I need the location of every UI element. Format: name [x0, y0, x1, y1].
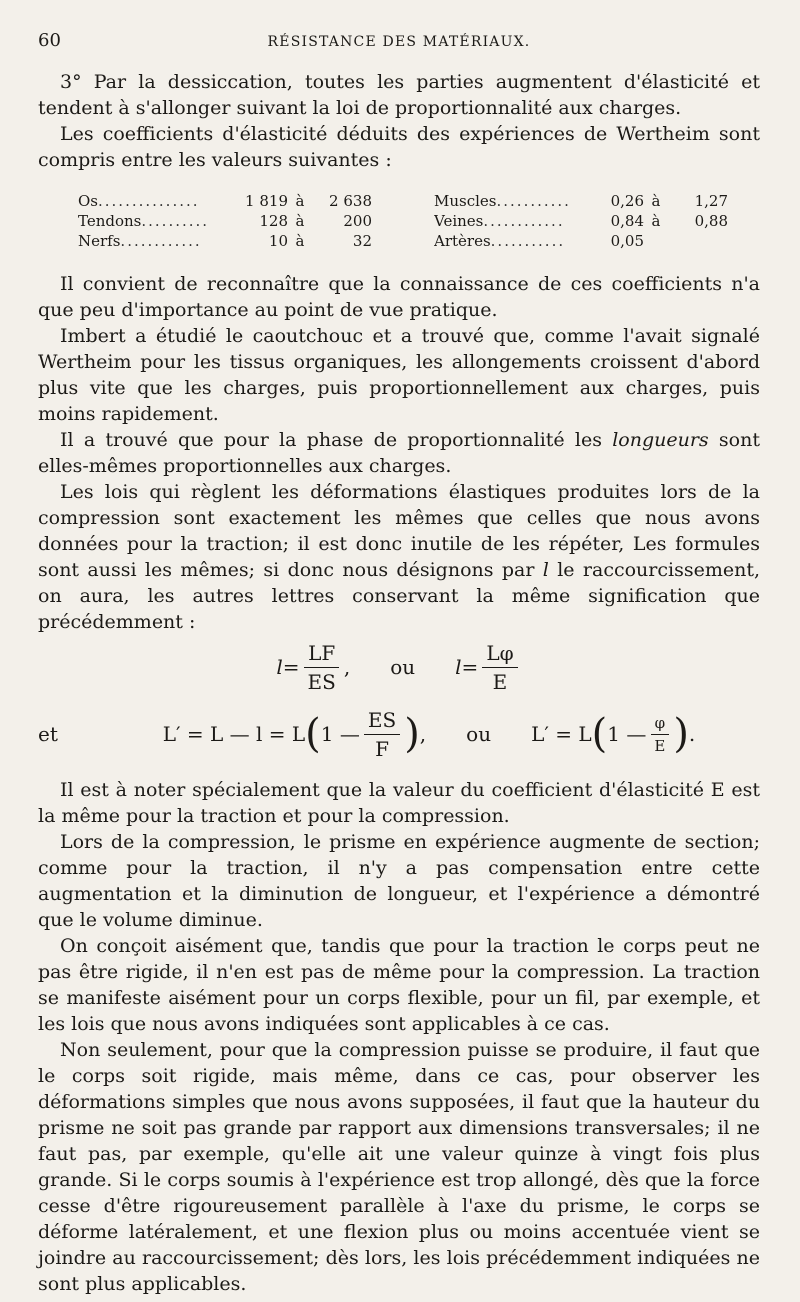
period: .: [688, 722, 696, 746]
formula-group: [98, 708, 760, 761]
fraction-phi-e: [650, 714, 669, 755]
coeff-row-nerfs: [78, 231, 404, 251]
close-paren-icon: ): [673, 711, 689, 757]
coeff-low: 0,26: [610, 192, 644, 210]
denominator: E: [654, 736, 666, 755]
coeff-high: 2 638: [329, 192, 372, 210]
running-title: RÉSISTANCE DES MATÉRIAUX.: [267, 34, 531, 50]
paragraph-rigidite: On conçoit aisément que, tandis que pour la traction le corps peut ne pas être rigide, il n'en est pas de même pour la compression. La traction se manifeste aisément pour un corps flexible, pour un fil, par exemple, et les lois que nous avons indiquées sont applicables à ce cas.: [38, 935, 760, 1035]
formula-line-2: [38, 699, 760, 769]
equals-sign: =: [461, 655, 479, 679]
fraction-lf-es: [304, 641, 340, 694]
open-paren-icon: (: [591, 711, 608, 757]
paragraph-compression-lois: Les lois qui règlent les déformations élastiques produites lors de la compression sont exactement les mêmes que celles que nous avons données pour la traction; il est donc inutile de les répéter, Les formules sont aussi les mêmes; si donc nous désignons par l le raccourcissement, on aura, les autres lettres conservant la même signification que précédemment :: [38, 481, 761, 633]
paragraph-importance: Il convient de reconnaître que la connaissance de ces coefficients n'a que peu d'importance au point de vue pratique.: [38, 273, 760, 321]
coeff-sep: à: [295, 212, 305, 230]
leader-dots: ...........: [496, 192, 571, 210]
coeff-high: 1,27: [694, 192, 728, 210]
coeff-row-os: [78, 191, 404, 211]
formula-lprime: L′ = L — l = L: [162, 722, 306, 746]
coeff-high: 200: [343, 212, 372, 230]
coeff-sep: à: [295, 232, 305, 250]
coeff-sep: à: [651, 212, 661, 230]
paragraph-proportionnalite: Il a trouvé que pour la phase de proportionnalité les longueurs sont elles-mêmes proportionnelles aux charges.: [38, 429, 760, 477]
coeff-low: 0,05: [610, 232, 644, 250]
numerator: ES: [364, 708, 400, 735]
connector-ou: ou: [390, 655, 416, 679]
emphasis-longueurs: longueurs: [612, 429, 709, 451]
coeff-sep: à: [295, 192, 305, 210]
coefficients-right-column: [434, 191, 760, 251]
tissue-name: Artères: [434, 232, 491, 250]
coeff-row-veines: [434, 211, 760, 231]
connector-et: et: [38, 722, 58, 746]
numerator: φ: [651, 714, 670, 735]
coeff-row-arteres: [434, 231, 760, 251]
connector-ou: ou: [466, 722, 492, 746]
numerator: LF: [304, 641, 339, 668]
coeff-high: 0,88: [694, 212, 728, 230]
coefficients-table: [78, 191, 760, 251]
open-paren-icon: (: [305, 711, 321, 757]
paragraph-coefficient-e: Il est à noter spécialement que la valeur du coefficient d'élasticité E est la même pour la traction et pour la compression.: [38, 779, 760, 827]
one-minus: 1 —: [607, 722, 647, 746]
paragraph-imbert: Imbert a étudié le caoutchouc et a trouvé que, comme l'avait signalé Wertheim pour les tissus organiques, les allongements croissent d'abord plus vite que les charges, puis proportionnellement aux charges, puis moins rapidement.: [38, 325, 760, 425]
one-minus: 1 —: [320, 722, 360, 746]
fraction-es-f: [364, 708, 400, 761]
coeff-low: 1 819: [245, 192, 288, 210]
formula-lhs: l: [276, 655, 283, 679]
paragraph-flexion: Non seulement, pour que la compression puisse se produire, il faut que le corps soit rigide, mais même, dans ce cas, pour observer les déformations simples que nous avons supposées, il faut que la hauteur du prisme ne soit pas grande par rapport aux dimensions transversales; il ne faut pas, par exemple, qu'elle ait une valeur quinze à vingt fois plus grande. Si le corps soumis à l'expérience est trop allongé, dès que la force cesse d'être rigoureusement parallèle à l'axe du prisme, le corps se déforme latéralement, et une flexion plus ou moins accentuée vient se joindre au raccourcissement; dès lors, les lois précédemment indiquées ne sont plus applicables.: [38, 1039, 760, 1295]
variable-l: l: [542, 559, 549, 581]
tissue-name: Veines: [434, 212, 484, 230]
leader-dots: ............: [120, 232, 202, 250]
tissue-name: Tendons: [78, 212, 142, 230]
coeff-low: 10: [268, 232, 288, 250]
tissue-name: Muscles: [434, 192, 497, 210]
denominator: ES: [307, 669, 336, 694]
leader-dots: ...........: [490, 232, 566, 250]
denominator: F: [375, 736, 389, 761]
denominator: E: [492, 669, 508, 694]
fraction-lphi-e: [482, 641, 517, 694]
page-number: 60: [38, 30, 61, 51]
formula-lhs: l: [455, 655, 462, 679]
equals-sign: =: [282, 655, 300, 679]
page-header: [38, 30, 760, 51]
paragraph-dessiccation: 3° Par la dessiccation, toutes les parties augmentent d'élasticité et tendent à s'allonger suivant la loi de proportionnalité aux charges.: [38, 71, 760, 119]
formula-lprime-2: L′ = L: [531, 722, 592, 746]
coeff-row-tendons: [78, 211, 404, 231]
close-paren-icon: ): [404, 711, 420, 757]
tissue-name: Nerfs: [78, 232, 121, 250]
tissue-name: Os: [78, 192, 98, 210]
leader-dots: ............: [483, 212, 565, 230]
comma: ,: [343, 655, 351, 679]
coeff-high: 32: [352, 232, 372, 250]
numerator: Lφ: [482, 641, 517, 668]
leader-dots: ..........: [141, 212, 210, 230]
coefficients-left-column: [78, 191, 404, 251]
leader-dots: ...............: [98, 192, 200, 210]
coeff-row-muscles: [434, 191, 760, 211]
coeff-low: 128: [259, 212, 288, 230]
paragraph-section: Lors de la compression, le prisme en expérience augmente de section; comme pour la traction, il n'y a pas compensation entre cette augmentation et la diminution de longueur, et l'expérience a démontré que le volume diminue.: [38, 831, 760, 931]
coeff-low: 0,84: [610, 212, 644, 230]
coeff-sep: à: [651, 192, 661, 210]
formula-line-1: [38, 635, 760, 699]
paragraph-wertheim-intro: Les coefficients d'élasticité déduits des expériences de Wertheim sont compris entre les valeurs suivantes :: [38, 123, 760, 171]
comma: ,: [419, 722, 427, 746]
